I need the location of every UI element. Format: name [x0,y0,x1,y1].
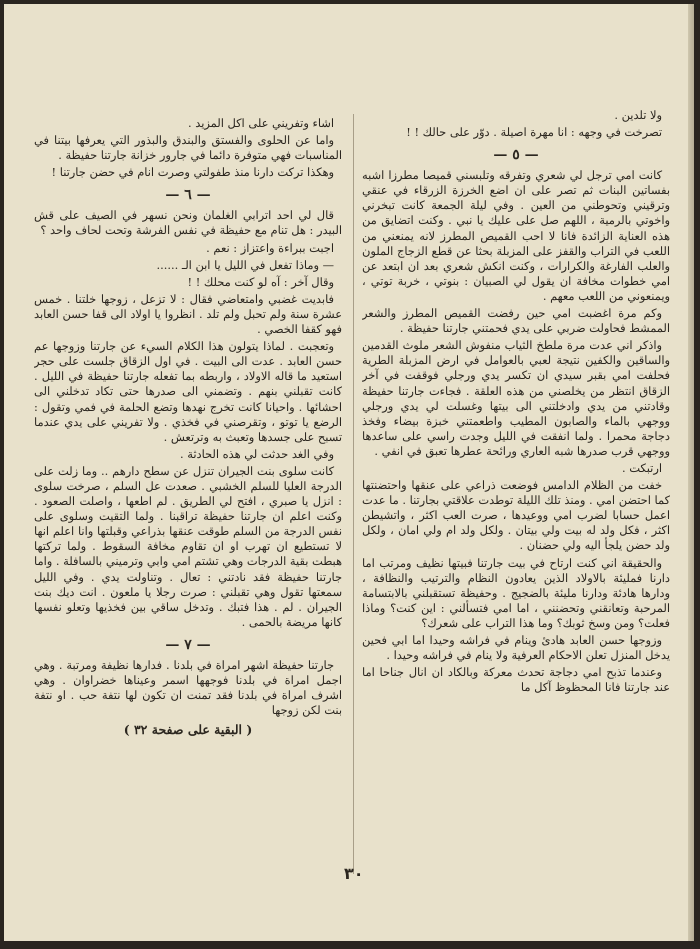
paragraph: كانت امي ترجل لي شعري وتفرقه وتلبسني قميصا مطرزا اشبه بفساتين البنات ثم تصر على ان اضع الخرزة الزرقاء في عنقي وترقيني وتحوطني من العين . وفي ليلة الجمعة كانت تبخرني واخوتي بالرمية ، اللهم صل على عليك يا نبي . وكنت اتضايق من هذه العناية الزائدة فانا لا احب القميص المطرز لانه يمنعني من اللعب في التراب والقفز على المزبلة بحثا عن قطع الزجاج الملون والعلب الفارغة والكرارات ، وكنت انكش شعري بعد ان ابتعد عن امي خطوات مخافة ان يقول لي الصبيان : بنوتي ، خربة توتي ، ويمنعوني من اللعب معهم . [362,168,670,303]
page-binding-edge [688,4,694,941]
paragraph: ولا تلدين . [614,108,662,122]
paragraph: وفي الغد حدثت لي هذه الحادثة . [180,446,334,461]
paragraph: قال لي احد اترابي الغلمان ونحن نسهر في الصيف على قش البيدر : هل تنام مع حفيظة في نفس الفرشة وتحت لحاف واحد ؟ [34,208,342,238]
continued-note: ( البقية على صفحة ٣٢ ) [123,722,253,738]
paragraph: واذكر اني عدت مرة ملطخ الثياب منفوش الشعر ملوث القدمين والساقين والكفين نتيجة لعبي بالعوامل في ارض المزبلة الطرية فحلفت امي بقبر سيدي ان تكسر يدي ورجلي فوقفت في آخر الزقاق انتظر من يخلصني من هذه العلقة . فجاءت جارتنا حفيظة وقادتني من يدي وادخلتني الى بيتها وغسلت لي يدي ورجلي ووجهي بالماء والصابون المطيب واطعمتني خبزة بيضاء وفخذ دجاجة محمرا . ولما انفقت في الليل وجدت راسي على ساعدها ووجهي قرب صدرها شبه العاري ورائحة عطرها تعبق في انفي . [362,338,670,458]
paragraph: — وماذا تفعل في الليل يا ابن الـ ...... [156,257,334,272]
left-text-column [34,116,342,896]
paragraph: وزوجها حسن العابد هادئ وينام في فراشه وحيدا اما ابي فحين يدخل المنزل تعلن الاحكام العرفية ولا ينام في فراشه وحيدا . [362,633,670,663]
paragraph: كانت سلوى بنت الجيران تنزل عن سطح دارهم .. وما زلت على الدرجة العليا للسلم الخشبي . صعدت عل السلم ، صرخت سلوى : انزل يا صبري ، افتح لي الطريق . لم اطعها ، واصلت الصعود . وكنت اعلم ان جارتنا حفيظة تراقبنا . ولما التقيت وسلوى على نفس الدرجة من السلم طوقت عنقها بذراعي وقبلتها وانا اعلم انها لا تستطيع ان تهرب او ان تقاوم مخافة السقوط . ولما تركتها هبطت بقية الدرجات وهي تشتم امي وابي وترميني بالسافلة . واما جارتنا حفيظة فقد نادتني : تعال . وتناولت يدي . وفي الليل سمعتها تقول وهي تقبلني : صرت رجلا يا ملعون . انت ديك بنت الجيران . لم . هذا فتبك . وتدخل ساقي بين فخذيها وتعلو نفسها كانها مريضة بالحمى . [34,463,342,629]
paragraph: وعندما تذبح امي دجاجة تحدث معركة وبالكاد ان انال جناحا اما عند جارتنا فانا المحظوظ آكل ما [362,665,670,695]
right-text-column [362,108,670,888]
section-number: — ٧ — [165,636,211,653]
column-divider [353,114,354,874]
paragraph: فابديت غضبي وامتعاضي فقال : لا تزعل ، زوجها خلتنا . خمس عشرة سنة ولم تحبل ولم تلد . انظروا يا اولاد الى قفا حسن العابد فهو كقفا الخصي . [34,291,342,337]
magazine-page [4,4,694,941]
paragraph: وهكذا تركت دارنا منذ طفولتي وصرت انام في حضن جارتنا ! [51,165,334,180]
paragraph: وتعجبت . لماذا يتولون هذا الكلام السيء عن جارتنا وزوجها عم حسن العابد . عدت الى البيت . في اول الزقاق جلست على حجر استعيد ما قاله الاولاد ، واربطه بما تفعله جارتنا حفيظة في الليل . كانت تقبلني بنهم . وتضمني الى صدرها حتى تكاد تدخلني الى احشائها . واحيانا كانت تخرج نهدها وتضع الحلمة في فمي وتقول : الرضع يا توتو ، وتقرصني في فخذي . ولا تفريني على يدي عندما تسبح على جسدها وتعبث به وترتعش . [34,339,342,444]
paragraph: وقال آخر : آه لو كنت محلك ! ! [187,274,334,289]
paragraph: وكم مرة اغضبت امي حين رفضت القميص المطرز والشعر الممشط فحاولت ضربي على يدي فحمتني جارتنا حفيظة . [362,306,670,336]
paragraph: والحقيقة اني كنت ارتاح في بيت جارتنا فبيتها نظيف ومرتب اما دارنا فمليئة بالاولاد الذين يعادون النظام والترتيب والنظافة ، ودارها هادئة ودارنا مليئة بالضجيج . وحفيظة تستقبلني بالابتسامة المرحبة وتعانقني وتحضنني ، اما امي فتسألني : اين كنت؟ وماذا فعلت؟ ومن وسخ ثوبك؟ وما هذا التراب على شعرك؟ [362,555,670,630]
paragraph: اشاء وتفريني على اكل المزيد . [187,116,334,130]
section-number: — ٥ — [493,147,539,164]
paragraph: ارتبكت . [622,460,662,475]
paragraph: جارتنا حفيظة اشهر امراة في بلدنا . فدارها نظيفة ومرتبة . وهي اجمل امراة في بلدنا فوجهها اسمر وعيناها خضراوان . وهي اشرف امراة في بلدنا فقد تمنت ان تكون لها نتفة حب . او نتفة بنت لكن زوجها [34,657,342,718]
paragraph: اجبت ببراءة واعتزاز : نعم . [206,240,334,255]
page-number: ٣٠ [344,864,364,883]
paragraph: تصرخت في وجهه : انا مهرة اصيلة . دوّر على حالك ! ! [406,125,662,140]
section-number: — ٦ — [165,187,211,204]
paragraph: خفت من الظلام الدامس فوضعت ذراعي على عنقها واحتضنتها كما احتضن امي . ومنذ تلك الليلة توطدت علاقتي بجارتنا . ما عدت اعمل حسابا لضرب امي ووعيدها ، صرت العب اكثر ، واتشيطن اكثر ، فكل ولد له بيت ولي بيتان . ولكل ولد ام ولي امان ، ولكل ولد حضن يلجأ اليه ولي حضنان . [362,478,670,553]
paragraph: واما عن الحلوى والفستق والبندق والبذور التي يعرفها بيتنا في المناسبات فهي متوفرة دائما في جارور خزانة جارتنا حفيظة . [34,133,342,163]
